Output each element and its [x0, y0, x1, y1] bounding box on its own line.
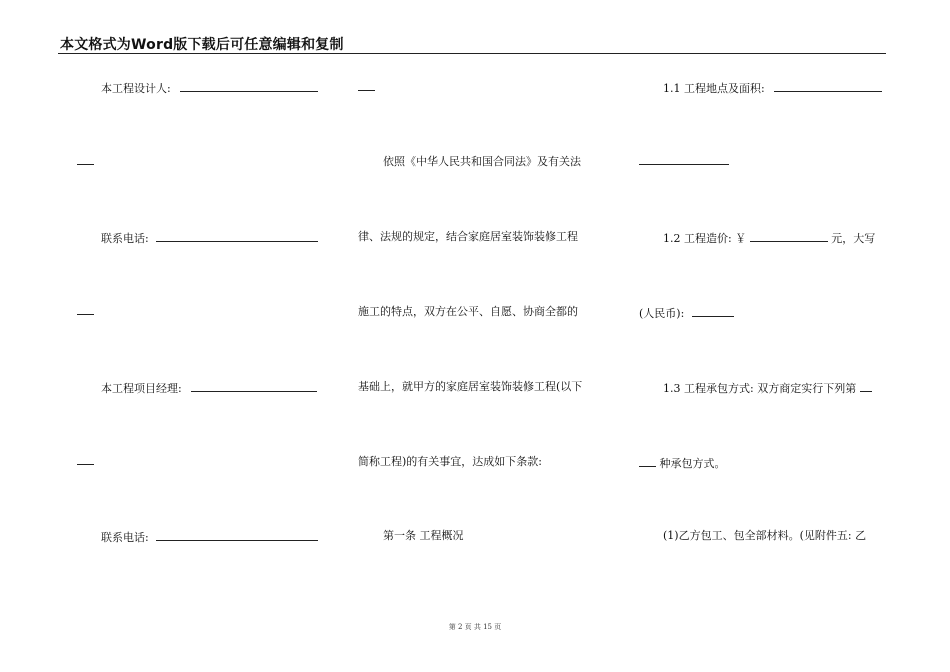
location-field — [663, 80, 882, 96]
document-header-title: 本文格式为Word版下载后可任意编辑和复制 — [60, 37, 344, 53]
paragraph-line: 依照《中华人民共和国合同法》及有关法 — [383, 155, 581, 168]
option-1: (1)乙方包工、包全部材料。(见附件五: 乙 — [663, 529, 867, 542]
cost-label: 1.2 工程造价: ￥ — [663, 232, 747, 245]
contract-mode-label: 1.3 工程承包方式: 双方商定实行下列第 — [663, 382, 857, 395]
manager-blank — [191, 380, 317, 392]
phone1-field — [101, 230, 318, 246]
manager-field — [101, 380, 317, 396]
contract-mode-blank — [860, 380, 872, 392]
continuation-line — [77, 464, 94, 465]
phone1-blank — [156, 230, 318, 242]
cost-blank — [750, 230, 828, 242]
page-number: 第 2 页 共 15 页 — [448, 623, 502, 631]
contract-mode-tail-text: 种承包方式。 — [659, 457, 726, 470]
designer-field — [101, 80, 318, 96]
cost-field — [663, 230, 875, 246]
continuation-line — [358, 90, 375, 91]
location-blank — [774, 80, 882, 92]
phone2-field — [101, 529, 318, 545]
phone2-label: 联系电话: — [101, 531, 149, 544]
contract-mode-tail-blank — [639, 455, 656, 467]
location-blank-continued — [639, 164, 729, 165]
cost-unit: 元，大写 — [831, 232, 876, 245]
rmb-field — [639, 305, 734, 321]
phone1-label: 联系电话: — [101, 232, 149, 245]
article-heading: 第一条 工程概况 — [383, 529, 464, 542]
continuation-line — [77, 164, 94, 165]
header-divider — [58, 53, 886, 54]
paragraph-line: 基础上，就甲方的家庭居室装饰装修工程(以下 — [358, 380, 583, 393]
designer-label: 本工程设计人: — [101, 82, 171, 95]
rmb-label: (人民币): — [639, 307, 685, 320]
location-label: 1.1 工程地点及面积: — [663, 82, 765, 95]
continuation-line — [77, 314, 94, 315]
phone2-blank — [156, 529, 318, 541]
paragraph-line: 施工的特点，双方在公平、自愿、协商全都的 — [358, 305, 578, 318]
manager-label: 本工程项目经理: — [101, 382, 182, 395]
designer-blank — [180, 80, 318, 92]
contract-mode-field — [663, 380, 872, 396]
paragraph-line: 简称工程)的有关事宜，达成如下条款: — [358, 455, 542, 468]
paragraph-line: 律、法规的规定，结合家庭居室装饰装修工程 — [358, 230, 578, 243]
rmb-blank — [692, 305, 734, 317]
contract-mode-tail — [639, 455, 726, 471]
